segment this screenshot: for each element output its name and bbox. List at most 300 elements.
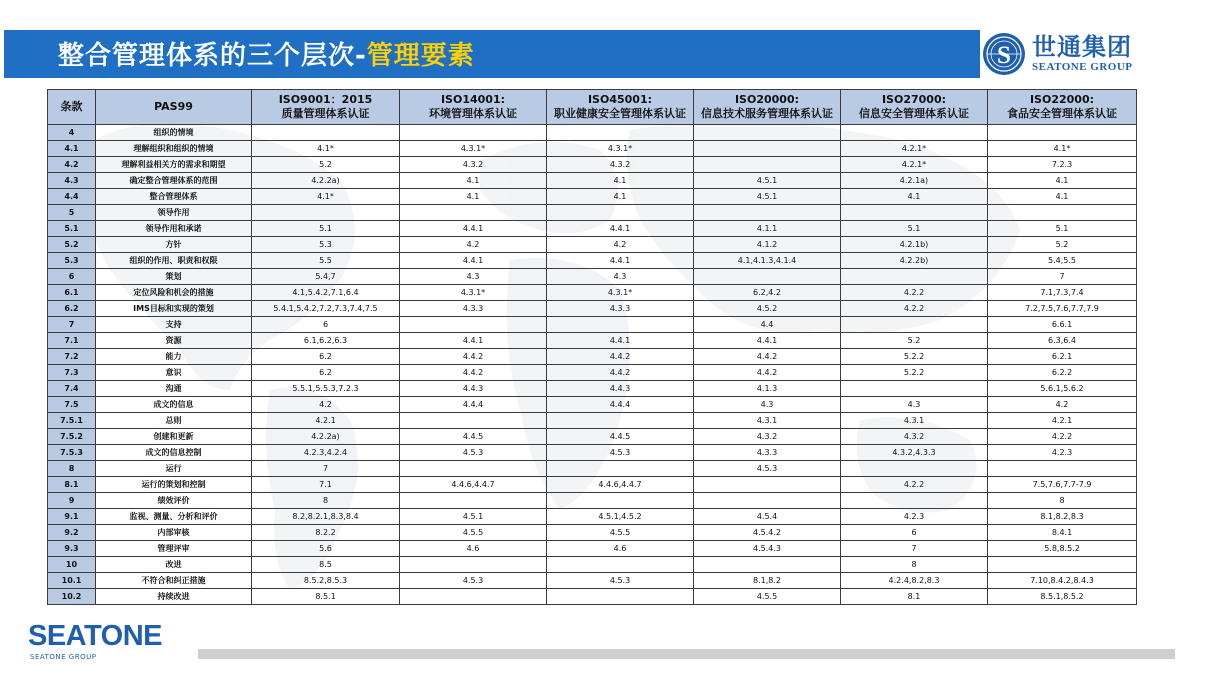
table-cell: 7.5,7.6,7.7-7.9 <box>988 477 1137 493</box>
table-cell: 4.3.3 <box>547 301 694 317</box>
table-row <box>48 445 1137 461</box>
table-cell <box>694 477 841 493</box>
standards-mapping-table <box>47 89 1137 605</box>
column-header <box>694 90 841 125</box>
table-cell <box>252 205 400 221</box>
pas99-cell: 组织的作用、职责和权限 <box>96 253 252 269</box>
table-cell: 5.6 <box>252 541 400 557</box>
table-cell: 4.4.5 <box>547 429 694 445</box>
clause-cell: 4.3 <box>48 173 96 189</box>
table-cell: 5.6.1,5.6.2 <box>988 381 1137 397</box>
table-cell: 4.1.2 <box>694 237 841 253</box>
pas99-cell: 组织的情境 <box>96 125 252 141</box>
table-cell <box>988 205 1137 221</box>
company-emblem-icon <box>982 32 1026 76</box>
column-header-line1: ISO22000: <box>1029 93 1095 106</box>
table-cell: 4.5.5 <box>547 525 694 541</box>
pas99-cell: IMS目标和实现的策划 <box>96 301 252 317</box>
table-cell: 4.3.2 <box>400 157 547 173</box>
clause-cell: 5.3 <box>48 253 96 269</box>
table-row <box>48 237 1137 253</box>
table-cell: 7 <box>841 541 988 557</box>
table-row <box>48 381 1137 397</box>
table-cell: 4.4 <box>694 317 841 333</box>
clause-cell: 7.5.2 <box>48 429 96 445</box>
table-cell: 8.5.2,8.5.3 <box>252 573 400 589</box>
pas99-cell: 改进 <box>96 557 252 573</box>
column-header-line2: 信息技术服务管理体系认证 <box>701 107 833 120</box>
table-body <box>48 125 1137 605</box>
pas99-cell: 领导作用 <box>96 205 252 221</box>
table-cell: 4.3 <box>400 269 547 285</box>
table-cell: 4.4.1 <box>400 333 547 349</box>
table-cell <box>400 413 547 429</box>
pas99-cell: 沟通 <box>96 381 252 397</box>
table-cell <box>694 557 841 573</box>
clause-cell: 8 <box>48 461 96 477</box>
table-cell: 4.5.2 <box>694 301 841 317</box>
table-cell <box>547 589 694 605</box>
table-cell: 8 <box>988 493 1137 509</box>
table-row <box>48 333 1137 349</box>
clause-cell: 6.1 <box>48 285 96 301</box>
clause-cell: 5 <box>48 205 96 221</box>
table-cell: 8 <box>252 493 400 509</box>
pas99-cell: 定位风险和机会的措施 <box>96 285 252 301</box>
table-cell: 4.4.5 <box>400 429 547 445</box>
table-cell: 5.1 <box>988 221 1137 237</box>
table-cell <box>694 269 841 285</box>
table-cell: 4.3 <box>841 397 988 413</box>
table-cell <box>694 205 841 221</box>
pas99-cell: 不符合和纠正措施 <box>96 573 252 589</box>
clause-cell: 7.5.3 <box>48 445 96 461</box>
table-cell: 4.1.3 <box>694 381 841 397</box>
table-cell: 4.4.3 <box>547 381 694 397</box>
table-cell: 5.2.2 <box>841 365 988 381</box>
pas99-cell: 整合管理体系 <box>96 189 252 205</box>
pas99-cell: 管理评审 <box>96 541 252 557</box>
clause-cell: 4.1 <box>48 141 96 157</box>
table-row <box>48 189 1137 205</box>
table-cell: 4.3 <box>547 269 694 285</box>
table-cell <box>400 317 547 333</box>
pas99-cell: 内部审核 <box>96 525 252 541</box>
table-cell: 5.1 <box>841 221 988 237</box>
table-cell <box>841 205 988 221</box>
clause-cell: 7.2 <box>48 349 96 365</box>
table-cell: 4.4.4 <box>400 397 547 413</box>
table-cell: 5.8,8.5.2 <box>988 541 1137 557</box>
table-cell: 4.4.6,4.4.7 <box>400 477 547 493</box>
pas99-cell: 监视、测量、分析和评价 <box>96 509 252 525</box>
table-cell: 4.1* <box>988 141 1137 157</box>
table-row <box>48 253 1137 269</box>
column-header-line1: PAS99 <box>154 100 193 113</box>
column-header-line1: ISO27000: <box>881 93 947 106</box>
pas99-cell: 运行的策划和控制 <box>96 477 252 493</box>
bottom-logo-subtitle: SEATONE GROUP <box>30 653 97 661</box>
clause-cell: 7.4 <box>48 381 96 397</box>
table-cell <box>841 381 988 397</box>
table-cell: 8.1 <box>841 589 988 605</box>
table-row <box>48 397 1137 413</box>
clause-cell: 7.3 <box>48 365 96 381</box>
pas99-cell: 创建和更新 <box>96 429 252 445</box>
column-header-line1: ISO9001：2015 <box>278 93 373 106</box>
column-header-line2: 信息安全管理体系认证 <box>859 107 969 120</box>
column-header-line2: 食品安全管理体系认证 <box>1007 107 1117 120</box>
table-cell: 4.2.2 <box>988 429 1137 445</box>
table-cell: 4.2 <box>400 237 547 253</box>
pas99-cell: 理解组织和组织的情境 <box>96 141 252 157</box>
column-header-line2: 职业健康安全管理体系认证 <box>554 107 686 120</box>
table-cell: 7.2,7.5,7.6,7.7,7.9 <box>988 301 1137 317</box>
table-cell: 4.2.3,4.2.4 <box>252 445 400 461</box>
table-cell: 6.3,6.4 <box>988 333 1137 349</box>
table-row <box>48 349 1137 365</box>
company-logo-bottom <box>28 620 198 662</box>
table-row <box>48 557 1137 573</box>
table-cell: 4.3.2 <box>547 157 694 173</box>
table-row <box>48 541 1137 557</box>
column-header-line2: 质量管理体系认证 <box>281 107 370 120</box>
table-cell: 4.4.2 <box>400 349 547 365</box>
table-cell: 4.5.5 <box>694 589 841 605</box>
table-cell: 4.1 <box>547 173 694 189</box>
table-cell: 5.2 <box>841 333 988 349</box>
table-cell: 4.1,4.1.3,4.1.4 <box>694 253 841 269</box>
table-cell: 4.1 <box>988 173 1137 189</box>
footer-bar <box>198 649 1175 659</box>
table-cell: 4.5.4 <box>694 509 841 525</box>
table-cell: 4.4.1 <box>400 253 547 269</box>
table-cell: 4.3.3 <box>694 445 841 461</box>
table-row <box>48 429 1137 445</box>
pas99-cell: 资源 <box>96 333 252 349</box>
table-cell: 4.4.1 <box>547 221 694 237</box>
pas99-cell: 方针 <box>96 237 252 253</box>
table-cell: 4.4.3 <box>400 381 547 397</box>
table-cell: 4.2 <box>988 397 1137 413</box>
table-cell: 4.6 <box>400 541 547 557</box>
clause-cell: 7 <box>48 317 96 333</box>
table-row <box>48 461 1137 477</box>
table-cell: 4.2.1a) <box>841 173 988 189</box>
table-cell: 6 <box>841 525 988 541</box>
company-name-cn: 世通集团 <box>1032 33 1132 61</box>
table-cell: 8 <box>841 557 988 573</box>
table-cell: 6 <box>252 317 400 333</box>
clause-cell: 4.4 <box>48 189 96 205</box>
table-cell: 4.2.1* <box>841 141 988 157</box>
table-cell: 4.4.2 <box>400 365 547 381</box>
table-cell: 4.3.1* <box>547 141 694 157</box>
table-cell: 4.2.1 <box>988 413 1137 429</box>
clause-cell: 4 <box>48 125 96 141</box>
clause-cell: 7.1 <box>48 333 96 349</box>
table-cell: 7.1,7.3,7.4 <box>988 285 1137 301</box>
table-cell: 4.4.2 <box>694 365 841 381</box>
table-row <box>48 413 1137 429</box>
table-cell: 6.1,6.2,6.3 <box>252 333 400 349</box>
table-cell: 4.5.4.2 <box>694 525 841 541</box>
table-cell: 7.1 <box>252 477 400 493</box>
table-cell: 4.5.1 <box>694 189 841 205</box>
table-cell: 4.2.2a) <box>252 173 400 189</box>
table-cell: 8.5.1,8.5.2 <box>988 589 1137 605</box>
table-cell: 4.2.1 <box>252 413 400 429</box>
table-cell <box>400 589 547 605</box>
table-cell: 4.1 <box>400 173 547 189</box>
table-cell <box>841 269 988 285</box>
table-cell: 4.2.1b) <box>841 237 988 253</box>
table-cell: 4.5.3 <box>547 573 694 589</box>
table-cell: 5.1 <box>252 221 400 237</box>
table-cell: 4.5.3 <box>694 461 841 477</box>
column-header <box>400 90 547 125</box>
table-cell <box>400 205 547 221</box>
table-cell: 4.5.3 <box>400 445 547 461</box>
table-row <box>48 205 1137 221</box>
table-cell: 8.5.1 <box>252 589 400 605</box>
table-cell: 4.1.1 <box>694 221 841 237</box>
company-logo-top <box>980 30 1175 78</box>
table-row <box>48 173 1137 189</box>
table-row <box>48 301 1137 317</box>
table-cell: 6.2.1 <box>988 349 1137 365</box>
table-cell: 4.2.3 <box>841 509 988 525</box>
table-cell: 4.3.2 <box>694 429 841 445</box>
table-cell: 4.3.1* <box>400 141 547 157</box>
table-cell: 8.2,8.2.1,8.3,8.4 <box>252 509 400 525</box>
pas99-cell: 确定整合管理体系的范围 <box>96 173 252 189</box>
clause-cell: 6 <box>48 269 96 285</box>
table-cell: 4.5.3 <box>547 445 694 461</box>
table-cell: 4.6 <box>547 541 694 557</box>
bottom-logo-wordmark: SEATONE <box>28 620 163 652</box>
table-cell <box>841 317 988 333</box>
table-cell <box>988 125 1137 141</box>
table-cell <box>547 125 694 141</box>
table-cell <box>547 557 694 573</box>
table-cell: 4.4.4 <box>547 397 694 413</box>
table-row <box>48 493 1137 509</box>
table-cell: 4.4.2 <box>547 365 694 381</box>
clause-cell: 7.5 <box>48 397 96 413</box>
clause-cell: 9.2 <box>48 525 96 541</box>
table-cell: 4.4.1 <box>400 221 547 237</box>
clause-cell: 10.2 <box>48 589 96 605</box>
table-cell: 6.2 <box>252 365 400 381</box>
table-cell: 4.1* <box>252 189 400 205</box>
table-cell <box>400 557 547 573</box>
table-cell <box>547 317 694 333</box>
clause-cell: 4.2 <box>48 157 96 173</box>
table-cell: 4.1 <box>547 189 694 205</box>
column-header <box>988 90 1137 125</box>
table-cell: 8.5 <box>252 557 400 573</box>
table-cell: 4.1* <box>252 141 400 157</box>
pas99-cell: 能力 <box>96 349 252 365</box>
table-row <box>48 269 1137 285</box>
pas99-cell: 意识 <box>96 365 252 381</box>
table-cell: 4.4.6,4.4.7 <box>547 477 694 493</box>
table-cell: 5.5 <box>252 253 400 269</box>
slide-title-accent: 管理要素 <box>366 41 475 71</box>
table-cell <box>841 493 988 509</box>
table-row <box>48 477 1137 493</box>
table-cell: 6.2,4.2 <box>694 285 841 301</box>
table-cell: 5.3 <box>252 237 400 253</box>
pas99-cell: 策划 <box>96 269 252 285</box>
table-row <box>48 285 1137 301</box>
table-cell <box>252 125 400 141</box>
column-header <box>547 90 694 125</box>
table-cell: 4.2.3 <box>988 445 1137 461</box>
pas99-cell: 领导作用和承诺 <box>96 221 252 237</box>
table-row <box>48 317 1137 333</box>
table-cell <box>547 493 694 509</box>
table-cell: 4.1 <box>841 189 988 205</box>
table-cell: 4.5.3 <box>400 573 547 589</box>
clause-cell: 7.5.1 <box>48 413 96 429</box>
pas99-cell: 总则 <box>96 413 252 429</box>
table-cell: 7 <box>252 461 400 477</box>
table-cell: 4.5.1,4.5.2 <box>547 509 694 525</box>
column-header-line1: ISO14001: <box>440 93 506 106</box>
table-cell: 7.2.3 <box>988 157 1137 173</box>
table-cell <box>988 461 1137 477</box>
table-cell: 5.2 <box>988 237 1137 253</box>
pas99-cell: 成文的信息 <box>96 397 252 413</box>
table-row <box>48 525 1137 541</box>
table-cell: 4.4.2 <box>694 349 841 365</box>
table-cell: 4.2.2 <box>841 477 988 493</box>
column-header <box>96 90 252 125</box>
table-cell: 4.4.1 <box>547 333 694 349</box>
clause-cell: 10.1 <box>48 573 96 589</box>
table-cell: 4.3.2 <box>841 429 988 445</box>
table-cell: 4.5.1 <box>694 173 841 189</box>
table-cell: 4.4.1 <box>694 333 841 349</box>
table-cell <box>547 461 694 477</box>
table-cell: 4.2.1* <box>841 157 988 173</box>
table-cell <box>400 125 547 141</box>
pas99-cell: 持续改进 <box>96 589 252 605</box>
table-cell: 5.2.2 <box>841 349 988 365</box>
clause-cell: 9 <box>48 493 96 509</box>
table-cell: 4.2.4,8.2,8.3 <box>841 573 988 589</box>
table-cell <box>694 493 841 509</box>
clause-cell: 6.2 <box>48 301 96 317</box>
table-cell: 4.1 <box>988 189 1137 205</box>
table-cell: 4.2.2a) <box>252 429 400 445</box>
table-cell <box>841 461 988 477</box>
table-cell: 4.5.5 <box>400 525 547 541</box>
table-cell: 4.2 <box>252 397 400 413</box>
table-cell: 4.3 <box>694 397 841 413</box>
table-cell: 4.4.2 <box>547 349 694 365</box>
table-cell: 6.2.2 <box>988 365 1137 381</box>
table-cell: 4.5.4.3 <box>694 541 841 557</box>
pas99-cell: 支持 <box>96 317 252 333</box>
clause-cell: 9.3 <box>48 541 96 557</box>
column-header-line1: ISO45001: <box>587 93 653 106</box>
table-cell: 4.3.2,4.3.3 <box>841 445 988 461</box>
table-row <box>48 125 1137 141</box>
table-cell: 5.2 <box>252 157 400 173</box>
column-header-line1: 条款 <box>60 100 83 113</box>
table-header <box>48 90 1137 125</box>
table-cell <box>841 125 988 141</box>
clause-cell: 10 <box>48 557 96 573</box>
table-row <box>48 365 1137 381</box>
table-cell: 4.3.1* <box>547 285 694 301</box>
column-header <box>252 90 400 125</box>
table-row <box>48 157 1137 173</box>
table-row <box>48 589 1137 605</box>
table-cell: 5.5.1,5.5.3,7.2.3 <box>252 381 400 397</box>
clause-cell: 9.1 <box>48 509 96 525</box>
table-cell: 4.3.1 <box>841 413 988 429</box>
table-cell <box>694 141 841 157</box>
table-cell: 4.3.1 <box>694 413 841 429</box>
pas99-cell: 绩效评价 <box>96 493 252 509</box>
table-cell: 4.1 <box>400 189 547 205</box>
table-cell <box>694 157 841 173</box>
pas99-cell: 成文的信息控制 <box>96 445 252 461</box>
table-cell: 4.2.2 <box>841 301 988 317</box>
company-name-en: SEATONE GROUP <box>1032 61 1133 73</box>
table-cell <box>547 413 694 429</box>
table-row <box>48 573 1137 589</box>
table-cell <box>400 461 547 477</box>
table-cell: 4.1,5.4.2,7.1,6.4 <box>252 285 400 301</box>
table-cell: 6.2 <box>252 349 400 365</box>
pas99-cell: 运行 <box>96 461 252 477</box>
table-cell: 4.3.3 <box>400 301 547 317</box>
table-cell: 7.10,8.4.2,8.4.3 <box>988 573 1137 589</box>
table-cell: 7 <box>988 269 1137 285</box>
clause-cell: 5.2 <box>48 237 96 253</box>
table-cell: 4.2 <box>547 237 694 253</box>
table-cell: 8.2.2 <box>252 525 400 541</box>
table-cell: 4.2.2 <box>841 285 988 301</box>
table-cell: 5.4.1,5.4.2,7.2,7.3,7.4,7.5 <box>252 301 400 317</box>
slide-title-main: 整合管理体系的三个层次- <box>58 41 367 71</box>
table-cell: 5.4,5.5 <box>988 253 1137 269</box>
column-header <box>48 90 96 125</box>
table-cell <box>400 493 547 509</box>
clause-cell: 5.1 <box>48 221 96 237</box>
table-cell: 4.4.1 <box>547 253 694 269</box>
table-row <box>48 221 1137 237</box>
table-cell: 8.4.1 <box>988 525 1137 541</box>
column-header <box>841 90 988 125</box>
table-row <box>48 509 1137 525</box>
table-cell <box>694 125 841 141</box>
slide-title <box>58 38 475 74</box>
emblem-letter: S <box>997 42 1011 69</box>
table-cell: 8.1,8.2 <box>694 573 841 589</box>
clause-cell: 8.1 <box>48 477 96 493</box>
table-cell <box>547 205 694 221</box>
table-cell: 8.1,8.2,8.3 <box>988 509 1137 525</box>
column-header-line2: 环境管理体系认证 <box>429 107 517 120</box>
column-header-line1: ISO20000: <box>734 93 800 106</box>
table-cell: 5.4,7 <box>252 269 400 285</box>
